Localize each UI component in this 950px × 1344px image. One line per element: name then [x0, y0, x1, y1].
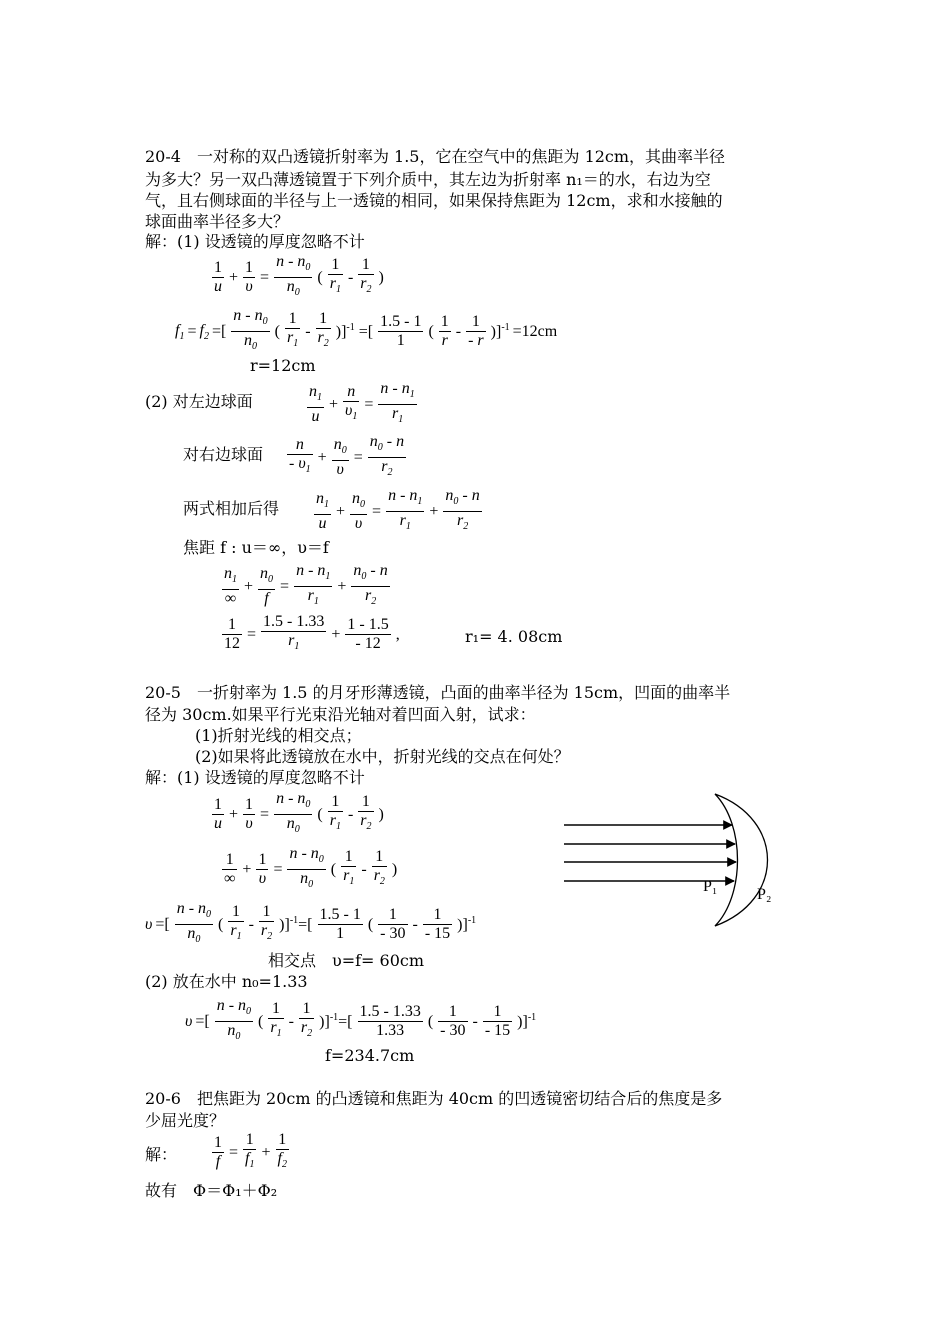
equation-combined-focal: 1 f = 1 $f_1$ + 1 $f_2$ — [214, 1131, 287, 1171]
power-result: 故有 Φ＝Φ₁＋Φ₂ — [145, 1181, 278, 1200]
label-p1: P₁ — [703, 878, 718, 895]
equation-lensmaker-2: 1 u + 1 υ = n - $n_0$ $n_0$ ( 1 $r_1$ - 1 $r_2$ ) — [214, 790, 384, 836]
problem-20-6-line1: 20-6 把焦距为 20cm 的凸透镜和焦距为 40cm 的凹透镜密切结合后的焦度是多 — [145, 1089, 723, 1108]
incident-rays — [564, 825, 736, 881]
equation-focal-length: $f_1$ = $f_2$ =[ n - $n_0$ $n_0$ ( 1 $r_1$ - 1 $r_2$ )]$^{-1}$ =[ 1.5 - 1 1 ( 1 r - 1 - r )]$^{-1}$ =12cm — [175, 307, 558, 353]
focal-condition: 焦距 f : u＝∞，υ＝f — [183, 538, 329, 557]
problem-20-4-line2: 为多大？另一双凸薄透镜置于下列介质中，其左边为折射率 n₁＝的水，右边为空 — [145, 170, 711, 189]
equation-lensmaker: 1 u + 1 υ = n - $n_0$ $n_0$ ( 1 $r_1$ - 1 $r_2$ ) — [214, 253, 384, 299]
problem-20-4-line1: 20-4 一对称的双凸透镜折射率为 1.5，它在空气中的焦距为 12cm，其曲率半径 — [145, 147, 726, 166]
problem-20-5-solution-1: 解：(1) 设透镜的厚度忽略不计 — [145, 768, 365, 787]
intersection-result: 相交点 υ=f= 60cm — [268, 951, 425, 970]
problem-20-5-solution-2: (2) 放在水中 n₀=1.33 — [145, 972, 308, 991]
radius-result: r=12cm — [250, 356, 316, 375]
problem-20-5-q2: (2)如果将此透镜放在水中，折射光线的交点在何处？ — [195, 747, 570, 766]
sum-label: 两式相加后得 — [183, 499, 280, 518]
focal-result: =12cm — [512, 322, 558, 340]
label-p2: P₂ — [757, 886, 772, 903]
equation-numeric: 1 12 = 1.5 - 1.33 $r_1$ + 1 - 1.5 - 12 , — [224, 613, 400, 653]
equation-image-distance: υ =[ n - $n_0$ $n_0$ ( 1 $r_1$ - 1 $r_2$ )]$^{-1}$=[ 1.5 - 1 1 ( 1 - 30 - 1 - 15 )]$^{-1}$ — [145, 900, 477, 946]
problem-20-4-solution-1: 解：(1) 设透镜的厚度忽略不计 — [145, 232, 365, 251]
problem-20-6-solution: 解： — [145, 1145, 178, 1164]
equation-infinity-2: 1 ∞ + 1 υ = n - $n_0$ $n_0$ ( 1 $r_1$ - 1 $r_2$ ) — [224, 845, 398, 891]
problem-20-4-line4: 球面曲率半径多大？ — [145, 212, 290, 231]
equation-left-surface: $n_1$ u + n $\upsilon_1$ = n - $n_1$ $r_1$ — [309, 380, 415, 426]
equation-infinity: $n_1$ ∞ + $n_0$ f = n - $n_1$ $r_1$ + $n_0$ - n $r_2$ — [224, 562, 388, 608]
problem-20-5-q1: (1)折射光线的相交点； — [195, 726, 362, 745]
problem-20-4-line3: 气，且右侧球面的半径与上一透镜的相同，如果保持焦距为 12cm，求和水接触的 — [145, 191, 723, 210]
water-focal-result: f=234.7cm — [325, 1046, 415, 1065]
problem-20-5-line1: 20-5 一折射率为 1.5 的月牙形薄透镜，凸面的曲率半径为 15cm，凹面的曲率半 — [145, 683, 731, 702]
equation-in-water: υ =[ n - $n_0$ $n_0$ ( 1 $r_1$ - 1 $r_2$ )]$^{-1}$=[ 1.5 - 1.33 1.33 ( 1 - 30 - 1 - 15 )]$^{-1}$ — [185, 997, 537, 1043]
equation-sum: $n_1$ u + $n_0$ υ = n - $n_1$ $r_1$ + $n_0$ - n $r_2$ — [316, 487, 480, 533]
r1-result: r₁= 4. 08cm — [465, 627, 563, 646]
meniscus-lens-diagram — [560, 790, 790, 930]
lens-outline — [715, 794, 768, 926]
problem-20-5-line2: 径为 30cm.如果平行光束沿光轴对着凹面入射，试求： — [145, 705, 536, 724]
right-surface-label: 对右边球面 — [183, 445, 264, 464]
equation-right-surface: n - $\upsilon_1$ + $n_0$ υ = $n_0$ - n $r_2$ — [289, 433, 405, 479]
problem-20-6-line2: 少屈光度？ — [145, 1111, 226, 1130]
problem-20-4-solution-2: (2) 对左边球面 — [145, 392, 253, 411]
